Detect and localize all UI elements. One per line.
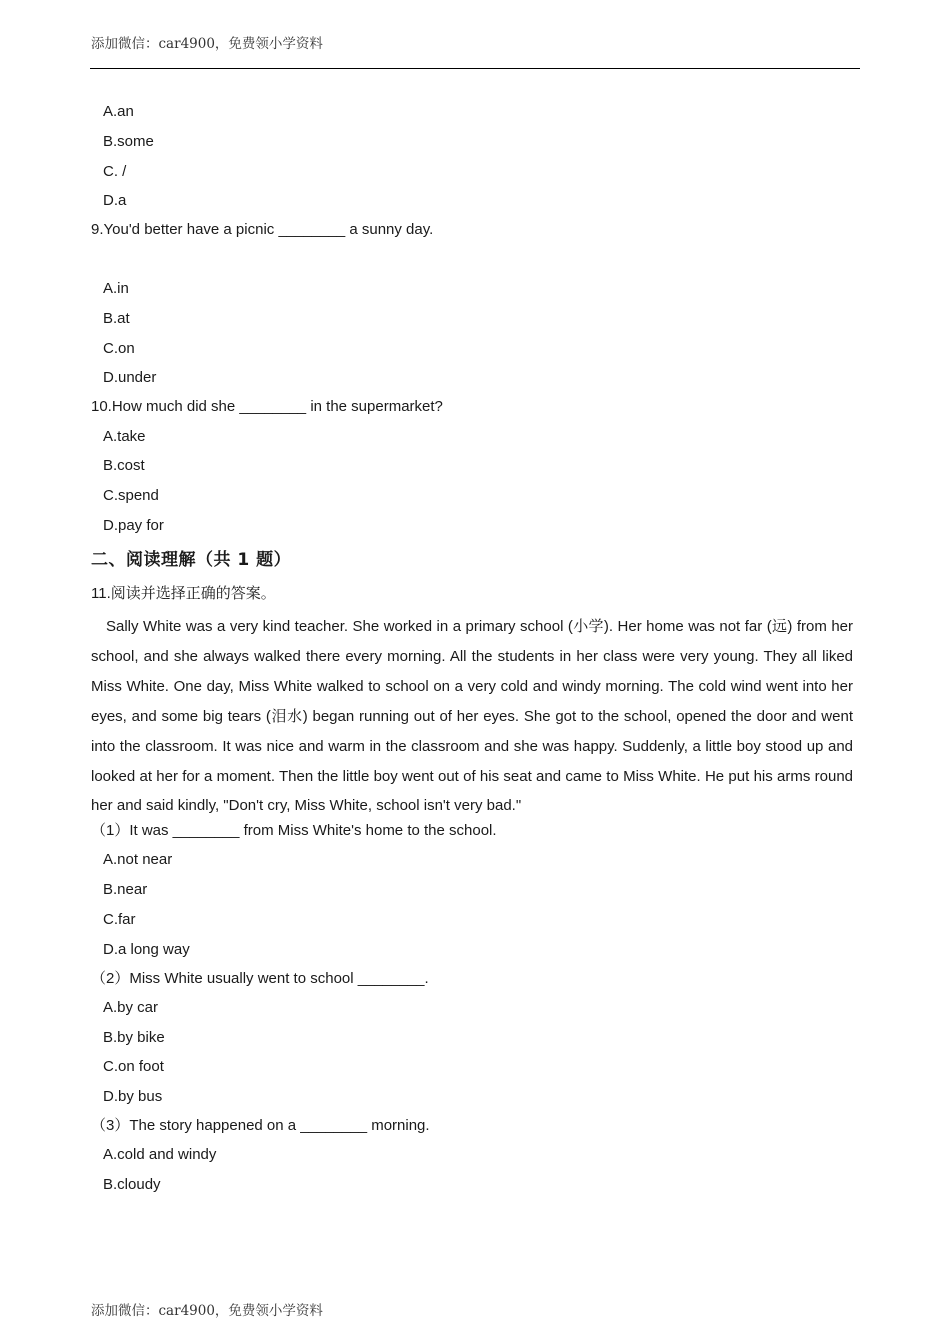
q11-sub3-option-a: A.cold and windy <box>103 1146 217 1163</box>
q9-stem: 9.You'd better have a picnic ________ a sunny day. <box>91 221 434 238</box>
page-footer: 添加微信：car4900，免费领小学资料 <box>91 1303 323 1319</box>
q10-option-b: B.cost <box>103 457 145 474</box>
q8-option-c: C. / <box>103 163 127 180</box>
q11-sub3-option-b: B.cloudy <box>103 1176 161 1193</box>
q11-sub2-option-a: A.by car <box>103 999 159 1016</box>
q9-option-d: D.under <box>103 369 157 386</box>
q11-stem: 11.阅读并选择正确的答案。 <box>91 585 276 602</box>
header-divider <box>90 68 860 69</box>
section-title: 二、阅读理解（共 1 题） <box>91 550 292 570</box>
q11-sub1-option-d: D.a long way <box>103 941 190 958</box>
q11-sub2-option-c: C.on foot <box>103 1058 164 1075</box>
q11-sub1-option-c: C.far <box>103 911 136 928</box>
q9-option-b: B.at <box>103 310 130 327</box>
q11-sub2-stem: （2）Miss White usually went to school ________. <box>91 970 429 987</box>
q9-option-c: C.on <box>103 340 135 357</box>
q11-sub3-stem: （3）The story happened on a ________ morning. <box>91 1117 430 1134</box>
q11-sub1-option-a: A.not near <box>103 851 173 868</box>
q8-option-b: B.some <box>103 133 154 150</box>
q8-option-a: A.an <box>103 103 134 120</box>
q11-sub1-stem: （1）It was ________ from Miss White's home to the school. <box>91 822 497 839</box>
q9-option-a: A.in <box>103 280 129 297</box>
reading-passage: Sally White was a very kind teacher. She worked in a primary school (小学). Her home was not far (远) from her school, and she always walked there every morning. All the students in her class were very young. They all liked Miss White. One day, Miss White walked to school on a very cold and windy morning. The cold wind went into her eyes, and some big tears (泪水) began running out of her eyes. She got to the school, opened the door and went into the classroom. It was nice and warm in the classroom and she was happy. Suddenly, a little boy stood up and looked at her for a moment. Then the little boy went out of his seat and came to Miss White. He put his arms round her and said kindly, "Don't cry, Miss White, school isn't very bad." <box>91 618 853 815</box>
q8-option-d: D.a <box>103 192 127 209</box>
header-text: 添加微信：car4900，免费领小学资料 <box>91 36 323 52</box>
q10-option-d: D.pay for <box>103 517 164 534</box>
q10-stem: 10.How much did she ________ in the supermarket? <box>91 398 443 415</box>
q10-option-c: C.spend <box>103 487 159 504</box>
q11-sub2-option-d: D.by bus <box>103 1088 163 1105</box>
q10-option-a: A.take <box>103 428 146 445</box>
q11-sub1-option-b: B.near <box>103 881 148 898</box>
q11-sub2-option-b: B.by bike <box>103 1029 165 1046</box>
